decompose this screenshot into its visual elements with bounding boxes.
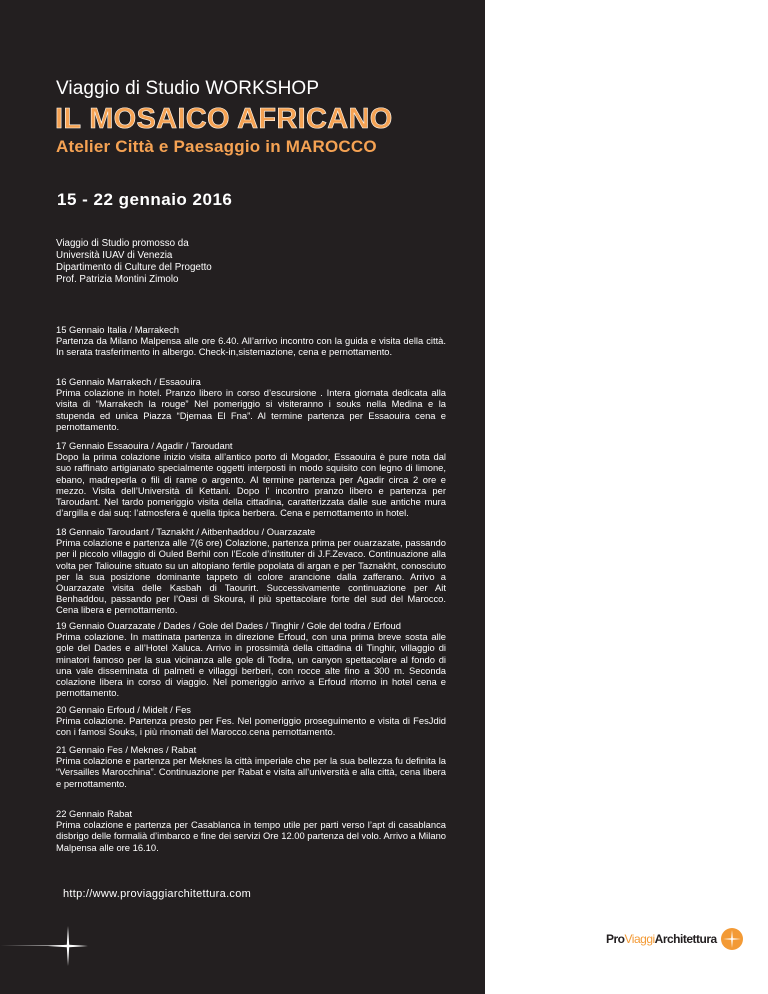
- page-title: IL MOSAICO AFRICANO: [55, 103, 393, 135]
- promoter-block: [56, 238, 212, 286]
- promo-line: Università IUAV di Venezia: [56, 250, 173, 261]
- brand-logo: [606, 928, 743, 950]
- logo-viaggi: Viaggi: [624, 932, 655, 946]
- trip-dates: 15 - 22 gennaio 2016: [57, 190, 233, 209]
- day-heading: 21 Gennaio Fes / Meknes / Rabat: [56, 744, 197, 755]
- day-heading: 22 Gennaio Rabat: [56, 808, 133, 819]
- day-heading: 18 Gennaio Taroudant / Taznakht / Aitbenhaddou / Ouarzazate: [56, 526, 316, 537]
- logo-architettura: Architettura: [654, 932, 717, 946]
- day-text: Prima colazione. In mattinata partenza in direzione Erfoud, con una prima breve sosta alle gole del Dades e all’Hotel Xaluca. Arrivo in prossimità della cittadina di Tinghir, villaggio di minatori famoso per la sua vicinanza alle gole di Todra, un canyon spettacolare al fondo di una vale disseminata di palmeti e villaggi berberi, con rocce alte fino a 300 m. Seconda colazione libera in corso di viaggio. Nel pomeriggio arrivo a Erfoud ritorno in hotel cena e pernottamento.: [56, 631, 446, 699]
- day-text: Prima colazione e partenza alle 7(6 ore) Colazione, partenza prima per ouarzazate, passando per il piccolo villaggio di Ouled Berhil con l’Ecole d’instituter di J.F.Zevaco. Continuazione alla volta per Taliouine situato su un altopiano fertile popolata di argan e per Taznakht, conosciuto per la sua posizione dominante tappeto di colore arancione dalla zafferano. Arrivo a Ouarzazate visita delle Kasbah di Taourirt. Successivamente continuazione per Ait Benhaddou, passando per l’Oasi di Skoura, il più spettacolare forte del sud del Marocco. Cena libera e pernottamento.: [56, 537, 446, 616]
- brand-wordmark: [606, 932, 717, 946]
- promo-line: Prof. Patrizia Montini Zimolo: [56, 274, 179, 285]
- page-subtitle: Atelier Città e Paesaggio in MAROCCO: [56, 137, 377, 156]
- day-heading: 15 Gennaio Italia / Marrakech: [56, 324, 179, 335]
- day-text: Dopo la prima colazione inizio visita all’antico porto di Mogador, Essaouira è pure nota dal suo raffinato artigianato specialmente oggetti interposti in modo squisito con legno di limone, ebano, madreperla o fili di rame o argento. Al termine partenza per Agadir circa 2 ore e mezzo. Visita dell’Università di Kettani. Dopo l’ incontro pranzo libero e partenza per Taroudant. Nel tardo pomeriggio visita della cittadina, caratterizzata dalle sue antiche mura d’argilla e dai suq: l’atmosfera è quella tipica berbera. Cena e pernottamento in hotel.: [56, 451, 446, 519]
- day-text: Prima colazione e partenza per Casablanca in tempo utile per parti verso l’apt di casablanca disbrigo delle formalià d’imbarco e fine dei servizi Ore 12.00 partenza del volo. Arrivo a Milano Malpensa alle ore 16.10.: [56, 819, 446, 853]
- day-heading: 20 Gennaio Erfoud / Midelt / Fes: [56, 704, 191, 715]
- day-heading: 16 Gennaio Marrakech / Essaouira: [56, 376, 201, 387]
- promo-line: Viaggio di Studio promosso da: [56, 238, 189, 249]
- day-heading: 19 Gennaio Ouarzazate / Dades / Gole del Dades / Tinghir / Gole del todra / Erfoud: [56, 620, 401, 631]
- day-text: Prima colazione. Partenza presto per Fes. Nel pomeriggio proseguimento e visita di FesJdid con i famosi Souks, i più rinomati del Marocco.cena pernottamento.: [56, 715, 446, 738]
- itinerary-day: [56, 526, 446, 616]
- itinerary-day: [56, 744, 446, 789]
- day-heading: 17 Gennaio Essaouira / Agadir / Taroudant: [56, 440, 233, 451]
- website-link[interactable]: http://www.proviaggiarchitettura.com: [63, 888, 252, 900]
- day-text: Prima colazione in hotel. Pranzo libero in corso d’escursione . Intera giornata dedicata alla visita di “Marrakech la rouge” Nel pomeriggio si visiteranno i souks nella Medina e la stupenda ed unica Piazza “Djemaa El Fna”. Al termine partenza per Essaouira cena e pernottamento.: [56, 387, 446, 432]
- promo-line: Dipartimento di Culture del Progetto: [56, 262, 212, 273]
- day-text: Prima colazione e partenza per Meknes la città imperiale che per la sua bellezza fu definita la “Versailles Marocchina”. Continuazione per Rabat e visita all’università e alla città, cena libera e pernottamento.: [56, 755, 446, 789]
- itinerary-day: [56, 620, 446, 698]
- kicker: Viaggio di Studio WORKSHOP: [56, 78, 320, 99]
- sun-compass-icon: [721, 928, 743, 950]
- itinerary-day: [56, 704, 446, 738]
- itinerary-day: [56, 808, 446, 853]
- itinerary-day: [56, 440, 446, 518]
- sparkle-icon: [48, 926, 88, 966]
- itinerary-day: [56, 376, 446, 432]
- logo-pro: Pro: [606, 932, 625, 946]
- day-text: Partenza da Milano Malpensa alle ore 6.40. All’arrivo incontro con la guida e visita della città. In serata trasferimento in albergo. Check-in,sistemazione, cena e pernottamento.: [56, 335, 446, 358]
- itinerary-day: [56, 324, 446, 358]
